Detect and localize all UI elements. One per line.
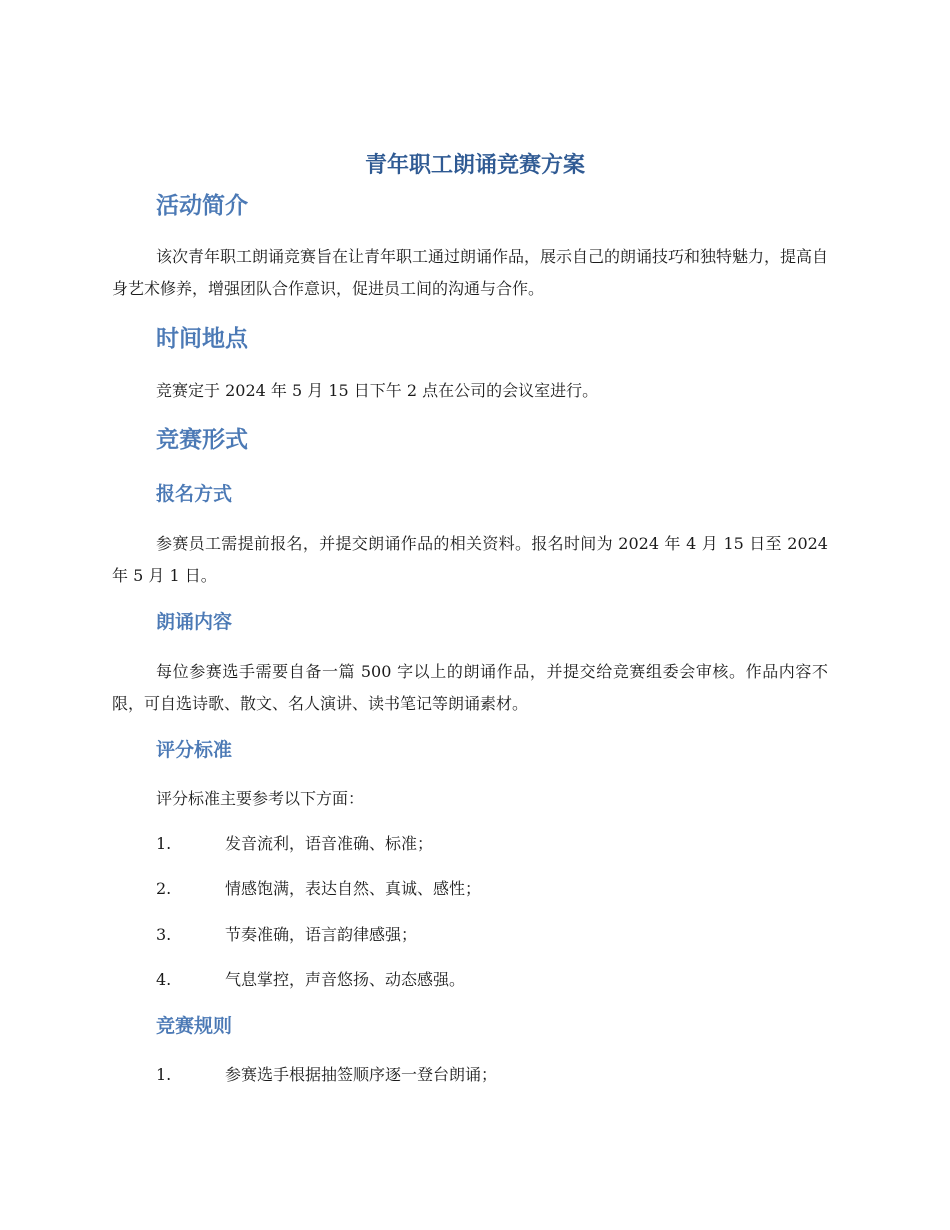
subsection-heading-rules: 竞赛规则: [156, 1015, 233, 1037]
section-heading-format: 竞赛形式: [156, 427, 248, 453]
list-item-text: 参赛选手根据抽签顺序逐一登台朗诵；: [225, 1065, 498, 1084]
list-item: [156, 876, 481, 902]
list-item-number: 3.: [156, 925, 172, 944]
list-item-number: 2.: [156, 879, 172, 898]
list-item-number: 1.: [156, 834, 172, 853]
content-paragraph: 每位参赛选手需要自备一篇 500 字以上的朗诵作品，并提交给竞赛组委会审核。作品内容不限，可自选诗歌、散文、名人演讲、读书笔记等朗诵素材。: [112, 662, 828, 713]
list-item-text: 节奏准确，语言韵律感强；: [225, 925, 418, 944]
subsection-heading-scoring: 评分标准: [156, 739, 233, 761]
subsection-heading-content: 朗诵内容: [156, 611, 233, 633]
list-item-number: 4.: [156, 970, 172, 989]
list-item-number: 1.: [156, 1065, 172, 1084]
scoring-intro: 评分标准主要参考以下方面：: [156, 789, 365, 808]
list-item: [156, 831, 433, 857]
section-heading-intro: 活动简介: [156, 193, 248, 219]
list-item: [156, 967, 465, 993]
list-item: [156, 922, 417, 948]
intro-paragraph: 该次青年职工朗诵竞赛旨在让青年职工通过朗诵作品，展示自己的朗诵技巧和独特魅力，提高自身艺术修养，增强团队合作意识，促进员工间的沟通与合作。: [112, 247, 829, 298]
document-title: 青年职工朗诵竞赛方案: [364, 153, 585, 178]
section-heading-time-place: 时间地点: [156, 326, 248, 352]
time-place-paragraph: 竞赛定于 2024 年 5 月 15 日下午 2 点在公司的会议室进行。: [156, 381, 599, 400]
subsection-heading-registration: 报名方式: [156, 483, 233, 505]
list-item: [156, 1062, 497, 1088]
list-item-text: 气息掌控，声音悠扬、动态感强。: [225, 970, 466, 989]
registration-paragraph: 参赛员工需提前报名，并提交朗诵作品的相关资料。报名时间为 2024 年 4 月 15 日至 2024 年 5 月 1 日。: [112, 534, 828, 585]
list-item-text: 情感饱满，表达自然、真诚、感性；: [225, 879, 482, 898]
list-item-text: 发音流利，语音准确、标准；: [225, 834, 434, 853]
